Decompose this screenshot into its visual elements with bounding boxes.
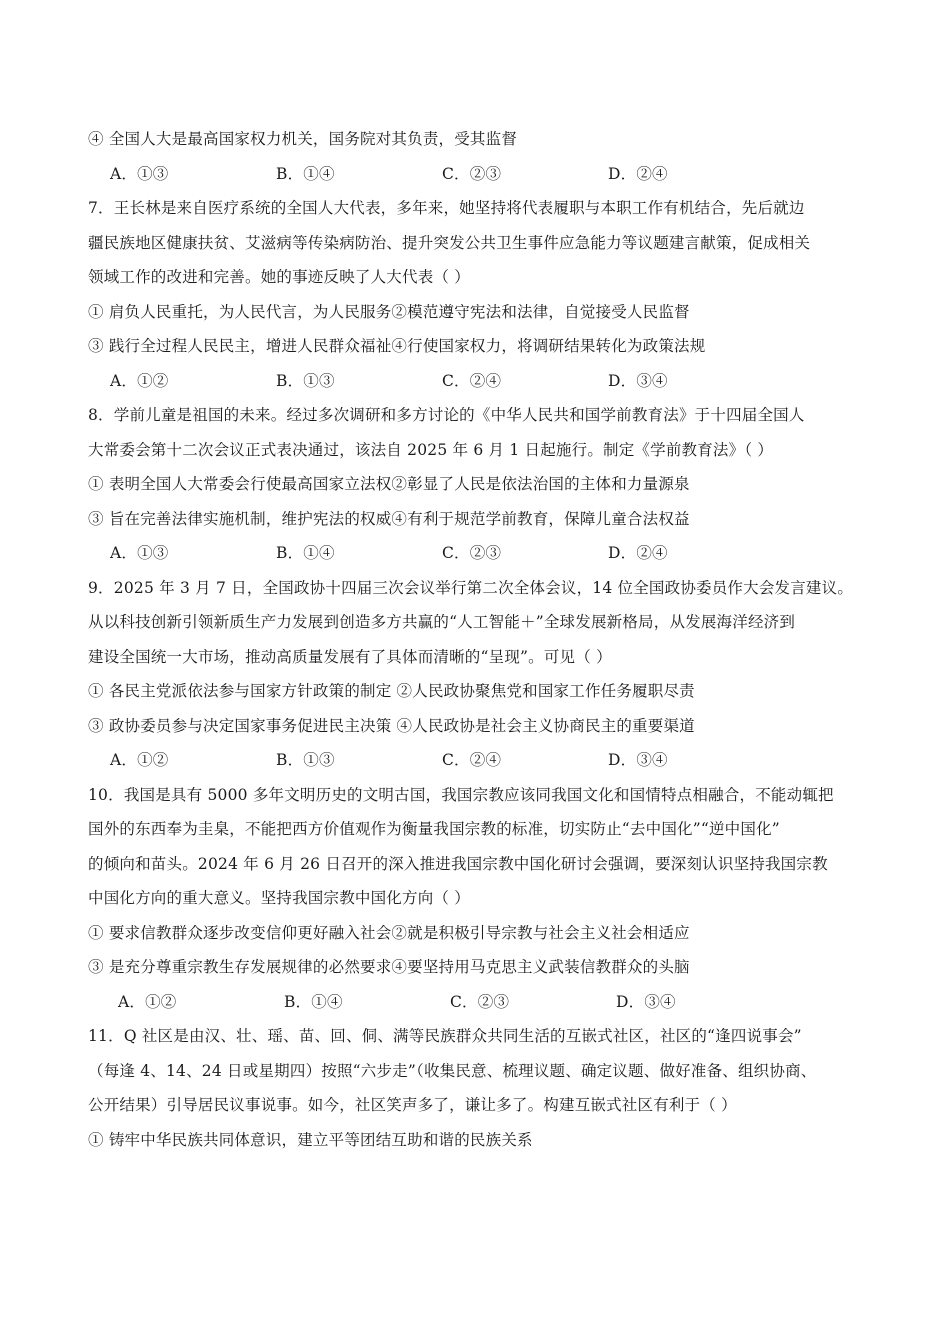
option-a: A．①②: [118, 992, 177, 1011]
q10-statements-1: ① 要求信教群众逐步改变信仰更好融入社会②就是积极引导宗教与社会主义社会相适应: [88, 923, 690, 942]
q7-stem-2: 疆民族地区健康扶贫、艾滋病等传染病防治、提升突发公共卫生事件应急能力等议题建言献策，促成相关: [88, 233, 811, 252]
option-c: C．②④: [442, 751, 502, 769]
option-a: A．①③: [110, 164, 169, 183]
q8-stem-2: 大常委会第十二次会议正式表决通过，该法自 2025 年 6 月 1 日起施行。制定《学前教育法》（ ）: [88, 440, 774, 459]
option-d: D．②④: [608, 544, 668, 562]
q7-stem-3: 领域工作的改进和完善。她的事迹反映了人大代表（ ）: [88, 268, 470, 286]
option-b: B．①③: [276, 371, 335, 390]
q11-stem-2: （每逢 4、14、24 日或星期四）按照“六步走”（收集民意、梳理议题、确定议题、做好准备、组织协商、: [88, 1061, 817, 1080]
option-b: B．①④: [284, 992, 343, 1011]
q9-statements-1: ① 各民主党派依法参与国家方针政策的制定 ②人民政协聚焦党和国家工作任务履职尽责: [88, 682, 695, 700]
q10-stem-2: 国外的东西奉为圭臬，不能把西方价值观作为衡量我国宗教的标准，切实防止“去中国化”“逆中国化”: [88, 820, 780, 838]
q10-stem-3: 的倾向和苗头。2024 年 6 月 26 日召开的深入推进我国宗教中国化研讨会强调，要深刻认识坚持我国宗教: [88, 854, 828, 873]
option-a: A．①③: [110, 544, 169, 562]
q7-statements-1: ① 肩负人民重托，为人民代言，为人民服务②模范遵守宪法和法律，自觉接受人民监督: [88, 302, 690, 321]
q11-stem-1: 11．Q 社区是由汉、壮、瑶、苗、回、侗、满等民族群众共同生活的互嵌式社区，社区的“逢四说事会”: [88, 1027, 802, 1045]
q6-options: [88, 157, 878, 192]
option-c: C．②④: [442, 371, 502, 390]
q6-statement-4: ④ 全国人大是最高国家权力机关，国务院对其负责，受其监督: [88, 130, 518, 148]
q10-stem-1: 10．我国是具有 5000 多年文明历史的文明古国，我国宗教应该同我国文化和国情特点相融合，不能动辄把: [88, 785, 834, 804]
option-a: A．①②: [110, 751, 169, 769]
q9-options: [88, 743, 878, 778]
option-b: B．①③: [276, 751, 335, 769]
q9-stem-1: 9．2025 年 3 月 7 日，全国政协十四届三次会议举行第二次全体会议，14 位全国政协委员作大会发言建议。: [88, 578, 854, 597]
q10-stem-4: 中国化方向的重大意义。坚持我国宗教中国化方向（ ）: [88, 889, 470, 907]
q7-options: [88, 364, 878, 399]
option-b: B．①④: [276, 164, 335, 183]
q8-options: [88, 536, 878, 571]
option-c: C．②③: [442, 164, 502, 183]
q8-statements-1: ① 表明全国人大常委会行使最高国家立法权②彰显了人民是依法治国的主体和力量源泉: [88, 475, 690, 493]
q8-stem-1: 8．学前儿童是祖国的未来。经过多次调研和多方讨论的《中华人民共和国学前教育法》于十四届全国人: [88, 406, 805, 424]
option-d: D．③④: [616, 992, 676, 1011]
option-d: D．③④: [608, 371, 668, 390]
q9-statements-2: ③ 政协委员参与决定国家事务促进民主决策 ④人民政协是社会主义协商民主的重要渠道: [88, 716, 695, 735]
q7-statements-2: ③ 践行全过程人民民主，增进人民群众福祉④行使国家权力，将调研结果转化为政策法规: [88, 337, 706, 355]
option-d: D．②④: [608, 164, 668, 183]
q7-stem-1: 7．王长林是来自医疗系统的全国人大代表，多年来，她坚持将代表履职与本职工作有机结合，先后就边: [88, 199, 805, 217]
option-d: D．③④: [608, 751, 668, 769]
option-c: C．②③: [442, 544, 502, 562]
option-a: A．①②: [110, 371, 169, 390]
q10-statements-2: ③ 是充分尊重宗教生存发展规律的必然要求④要坚持用马克思主义武装信教群众的头脑: [88, 958, 690, 976]
q10-options: [88, 985, 878, 1020]
q11-statement-1: ① 铸牢中华民族共同体意识，建立平等团结互助和谐的民族关系: [88, 1130, 533, 1149]
exam-page: [88, 122, 878, 1157]
option-b: B．①④: [276, 544, 335, 562]
q9-stem-3: 建设全国统一大市场，推动高质量发展有了具体而清晰的“呈现”。可见（ ）: [88, 647, 612, 666]
q11-stem-3: 公开结果）引导居民议事说事。如今，社区笑声多了，谦让多了。构建互嵌式社区有利于（ ）: [88, 1096, 737, 1114]
q8-statements-2: ③ 旨在完善法律实施机制，维护宪法的权威④有利于规范学前教育，保障儿童合法权益: [88, 509, 690, 528]
q9-stem-2: 从以科技创新引领新质生产力发展到创造多方共赢的“人工智能＋”全球发展新格局，从发展海洋经济到: [88, 613, 796, 631]
option-c: C．②③: [450, 992, 510, 1011]
